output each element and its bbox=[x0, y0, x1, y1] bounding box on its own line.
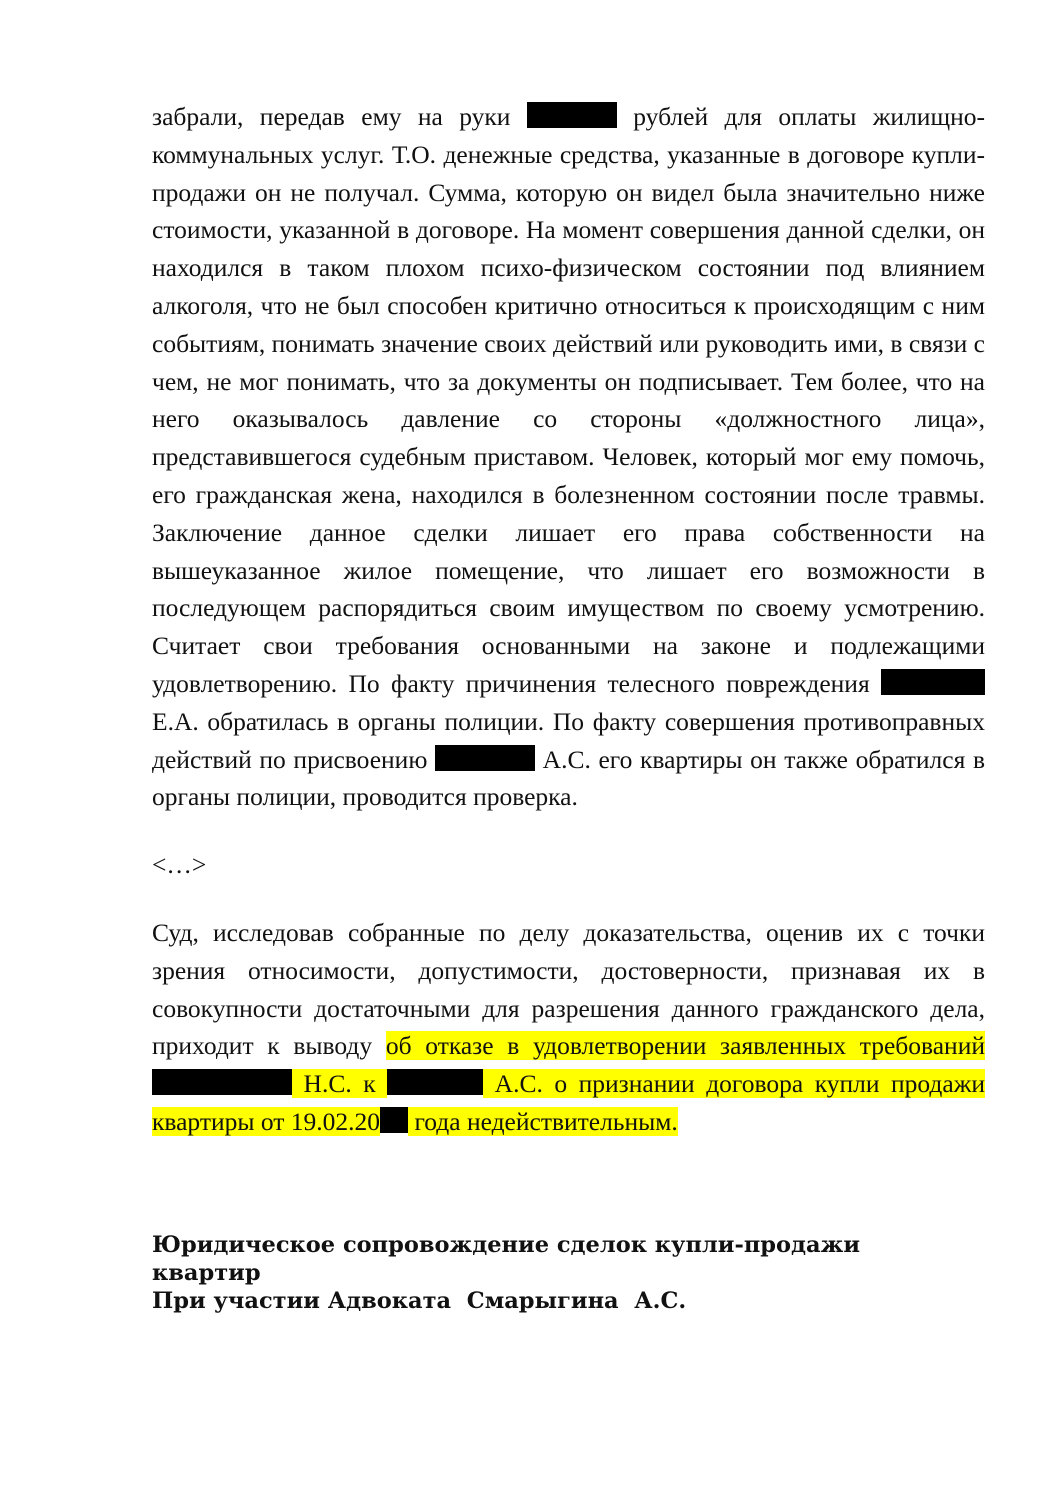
highlighted-text: об отказе в удовлетворении заявленных требований bbox=[385, 1031, 985, 1061]
highlighted-text: года недействительным. bbox=[408, 1106, 678, 1136]
paragraph-court-conclusion bbox=[152, 914, 985, 1141]
footer-line-service-cont: квартир bbox=[152, 1259, 261, 1286]
paragraph-text: забрали, передав ему на руки bbox=[152, 102, 527, 131]
document-page bbox=[152, 98, 985, 1315]
footer-line-service: Юридическое сопровождение сделок купли-продажи bbox=[152, 1231, 861, 1258]
highlighted-text: А.С. о признании договора купли продажи квартиры от 19.02.20 bbox=[152, 1069, 985, 1136]
footer-line-lawyer: При участии Адвоката Смарыгина А.С. bbox=[152, 1287, 687, 1314]
redaction-block bbox=[527, 102, 617, 128]
highlighted-text: Н.С. к bbox=[292, 1069, 388, 1099]
paragraph-testimony bbox=[152, 98, 985, 816]
omission-separator: <…> bbox=[152, 850, 207, 880]
paragraph-text: А.С. его квартиры он также обратился в органы полиции, проводится проверка. bbox=[152, 744, 985, 812]
redaction-block bbox=[387, 1069, 483, 1095]
paragraph-text: рублей для оплаты жилищно-коммунальных услуг. Т.О. денежные средства, указанные в договоре купли-продажи он не получал. Сумма, которую он видел была значительно ниже стоимости, указанной в договоре. На момент совершения данной сделки, он находился в таком плохом психо-физическом состоянии под влиянием алкоголя, что не был способен критично относиться к происходящим с ним событиям, понимать значение своих действий или руководить ими, в связи с чем, не мог понимать, что за документы он подписывает. Тем более, что на него оказывалось давление со стороны «должностного лица», представившегося судебным приставом. Человек, который мог ему помочь, его гражданская жена, находился в болезненном состоянии после травмы. Заключение данное сделки лишает его права собственности на вышеуказанное жилое помещение, что лишает его возможности в последующем распорядиться своим имуществом по своему усмотрению. Считает свои требования основанными на законе и подлежащими удовлетворению. По факту причинения телесного повреждения bbox=[152, 102, 985, 698]
redaction-block bbox=[152, 1069, 292, 1095]
redaction-block bbox=[380, 1107, 408, 1133]
redaction-block bbox=[435, 745, 535, 771]
redaction-block bbox=[881, 669, 985, 695]
paragraph-text: Е.А. обратилась в органы полиции. По факту совершения противоправных действий по присвоению bbox=[152, 706, 985, 774]
footer-signature bbox=[152, 1231, 985, 1315]
paragraph-text: Суд, исследовав собранные по делу доказательства, оценив их с точки зрения относимости, допустимости, достоверности, признавая их в совокупности достаточными для разрешения данного гражданского дела, приходит к выводу bbox=[152, 917, 985, 1061]
